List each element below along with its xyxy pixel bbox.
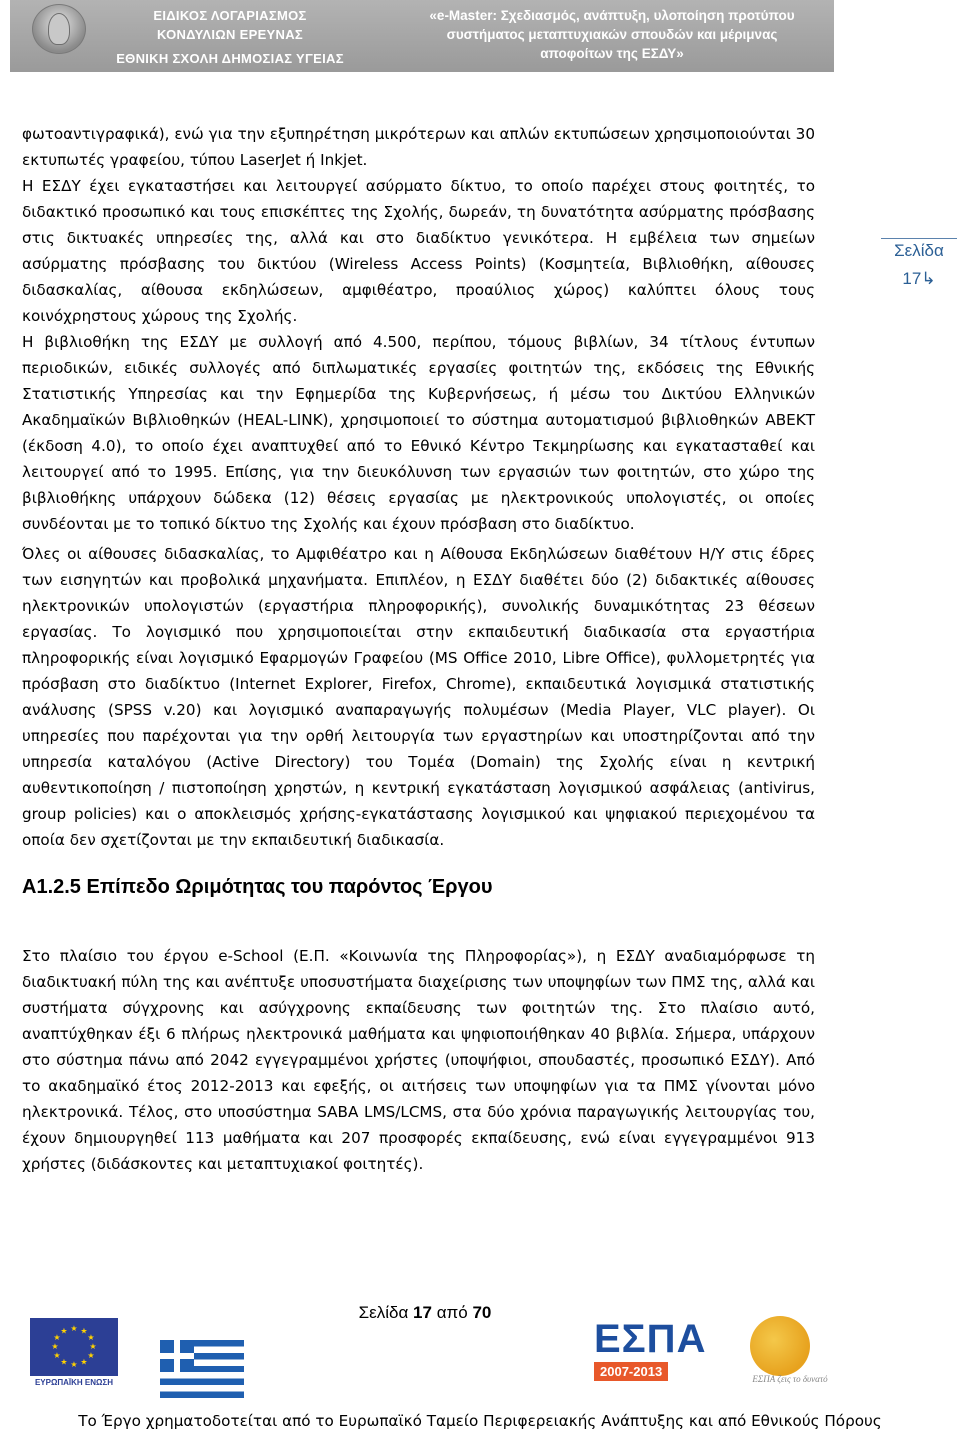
partner-logo (742, 1316, 838, 1400)
bust-icon (48, 13, 70, 45)
page-prefix: Σελίδα (358, 1303, 409, 1322)
side-page-number (881, 269, 957, 289)
flag-canton (160, 1340, 194, 1372)
side-page-number-value: 17 (902, 269, 922, 288)
eu-flag-icon (30, 1318, 118, 1376)
partner-text: ΕΣΠΑ ζεις το δυνατό (752, 1374, 828, 1384)
paragraph: Όλες οι αίθουσες διδασκαλίας, το Αμφιθέατρο και η Αίθουσα Εκδηλώσεων διαθέτουν Η/Υ στις έδρες των εισηγητών και προβολικά μηχανήματα. Επιπλέον, η ΕΣΔΥ διαθέτει δύο (2) διδακτικές αίθουσες ηλεκτρονικών υπολογιστών (εργαστήρια πληροφορικής), συνολικής δυναμικότητας 23 θέσεων εργασίας. Το λογισμικό που χρησιμοποιείται στην εκπαιδευτική διαδικασία στα εργαστήρια πληροφορικής είναι λογισμικό Εφαρμογών Γραφείου (MS Office 2010, Libre Office), φυλλομετρητές για πρόσβαση στο διαδίκτυο (Internet Explorer, Firefox, Chrome), εκπαιδευτικά λογισμικά στατιστικής ανάλυσης (SPSS v.20) και λογισμικό αναπαραγωγής πολυμέσων (Media Player, VLC player). Οι υπηρεσίες που παρέχονται για την ορθή λειτουργία των εργαστηρίων και υποστηρίζονται από την υπηρεσία καταλόγου (Active Directory) του Τομέα (Domain) της Σχολής είναι η κεντρική αυθεντικοποίηση / πιστοποίηση χρηστών, η κεντρική εγκατάσταση λογισμικού ασφάλειας (antivirus, group policies) και ο αποκλεισμός χρήσης-εγκατάστασης λογισμικού και ψηφιακού περιεχομένου τα οποία δεν σχετίζονται με την εκπαιδευτική διαδικασία. (22, 545, 815, 849)
espa-logo (594, 1317, 707, 1396)
header-project-title (390, 6, 834, 63)
paragraph: Η ΕΣΔΥ έχει εγκαταστήσει και λειτουργεί ασύρματο δίκτυο, το οποίο παρέχει στους φοιτητές, το διδακτικό προσωπικό και τους επισκέπτες της Σχολής, δωρεάν, τη δυνατότητα ασύρματης πρόσβασης στις δικτυακές υπηρεσίες της, αλλά και στο διαδίκτυο γενικότερα. Η εμβέλεια των σημείων ασύρματης πρόσβασης του δικτύου (Wireless Access Points) (Κοσμητεία, Βιβλιοθήκη, αίθουσες διδασκαλίας, αίθουσα εκδηλώσεων, αμφιθέατρο, προαύλιος χώρος) καλύπτει όλους τους κοινόχρηστους χώρους της Σχολής. (22, 177, 815, 325)
paragraph: φωτοαντιγραφικά), ενώ για την εξυπηρέτηση μικρότερων και απλών εκτυπώσεων χρησιμοποιούνται 30 εκτυπωτές γραφείου, τύπου LaserJet ή Inkjet. (22, 125, 815, 169)
svg-text:★: ★ (51, 1342, 59, 1351)
espa-word: ΕΣΠΑ (594, 1317, 707, 1361)
greek-flag-icon (160, 1340, 244, 1398)
header-banner (10, 0, 834, 72)
svg-text:★: ★ (87, 1351, 95, 1360)
arrow-icon: ↳ (921, 269, 936, 288)
header-left-line2: ΚΟΝΔΥΛΙΩΝ ΕΡΕΥΝΑΣ (156, 27, 303, 42)
header-right-line3: αποφοίτων της ΕΣΔΥ» (540, 46, 684, 61)
header-institution (100, 6, 360, 68)
partner-circle-icon (750, 1316, 810, 1376)
side-page-label: Σελίδα (894, 241, 944, 260)
side-rule (881, 238, 957, 239)
svg-text:★: ★ (53, 1351, 61, 1360)
section-heading: Α1.2.5 Επίπεδο Ωριμότητας του παρόντος Έργου (22, 876, 493, 898)
svg-text:★: ★ (70, 1360, 78, 1369)
page-current: 17 (413, 1303, 432, 1322)
header-left-line1: ΕΙΔΙΚΟΣ ΛΟΓΑΡΙΑΣΜΟΣ (153, 8, 307, 23)
svg-text:★: ★ (87, 1333, 95, 1342)
svg-text:★: ★ (53, 1333, 61, 1342)
funding-statement: Το Έργο χρηματοδοτείται από το Ευρωπαϊκό Ταμείο Περιφερειακής Ανάπτυξης και από Εθνικούς Πόρους (78, 1412, 882, 1430)
page-number (0, 1303, 850, 1323)
svg-text:★: ★ (80, 1357, 88, 1367)
side-page-marker (881, 238, 957, 289)
espa-years: 2007-2013 (594, 1362, 668, 1381)
svg-text:★: ★ (70, 1324, 78, 1333)
header-left-line3: ΕΘΝΙΚΗ ΣΧΟΛΗ ΔΗΜΟΣΙΑΣ ΥΓΕΙΑΣ (116, 51, 344, 66)
eu-caption: ΕΥΡΩΠΑΪΚΗ ΕΝΩΣΗ (34, 1378, 114, 1387)
header-right-line2: συστήματος μεταπτυχιακών σπουδών και μέριμνας (446, 27, 778, 42)
school-logo (32, 4, 86, 54)
header-right-line1: «e-Master: Σχεδιασμός, ανάπτυξη, υλοποίηση προτύπου (429, 8, 795, 23)
svg-text:★: ★ (89, 1342, 97, 1351)
document-body (22, 121, 815, 1177)
eu-logo (30, 1318, 118, 1392)
section-paragraph: Στο πλαίσιο του έργου e-School (Ε.Π. «Κοινωνία της Πληροφορίας»), η ΕΣΔΥ αναδιαμόρφωσε τη διαδικτυακή πύλη της και ανέπτυξε υποσυστήματα διαχείρισης των υποψηφίων των ΠΜΣ της, αλλά και συστήματα σύγχρονης και ασύγχρονης εκπαίδευσης των φοιτητών της. Στο πλαίσιο αυτό, αναπτύχθηκαν έξι 6 πλήρως ηλεκτρονικά μαθήματα και ψηφιοποιήθηκαν 40 βιβλία. Σήμερα, υπάρχουν στο σύστημα πάνω από 2042 εγγεγραμμένοι χρήστες (υποψήφιοι, σπουδαστές, προσωπικό ΕΣΔΥ). Από το ακαδημαϊκό έτος 2012-2013 και εφεξής, οι αιτήσεις των υποψηφίων για τα ΠΜΣ γίνονται μόνο ηλεκτρονικά. Τέλος, στο υποσύστημα SABA LMS/LCMS, στα δύο χρόνια παραγωγικής λειτουργίας του, έχουν δημιουργηθεί 113 μαθήματα και 207 προσφορές εκπαίδευσης, ενώ είναι εγγεγραμμένοι 913 χρήστες (διδάσκοντες και μεταπτυχιακοί φοιτητές). (22, 947, 815, 1173)
page-middle: από (436, 1303, 468, 1322)
svg-text:★: ★ (60, 1357, 68, 1367)
paragraph: Η βιβλιοθήκη της ΕΣΔΥ με συλλογή από 4.500, περίπου, τόμους βιβλίων, 34 τίτλους έντυπων περιοδικών, ειδικές συλλογές από διπλωματικές εργασίες φοιτητών της, εκδόσεις της Εθνικής Στατιστικής Υπηρεσίας και την Εφημερίδα της Κυβερνήσεως, ή μέσω του Δικτύου Ελληνικών Ακαδημαϊκών Βιβλιοθηκών (HEAL-LINK), χρησιμοποιεί το σύστημα αυτοματισμού βιβλιοθηκών ΑΒΕΚΤ (έκδοση 4.0), το οποίο έχει αναπτυχθεί από το Εθνικό Κέντρο Τεκμηρίωσης και εγκατασταθεί και λειτουργεί από το 1995. Επίσης, για την διευκόλυνση των εργασιών των φοιτητών, στο χώρο της βιβλιοθήκης υπάρχουν δώδεκα (12) θέσεις εργασίας με ηλεκτρονικούς υπολογιστές, οι οποίες συνδέονται με το τοπικό δίκτυο της Σχολής και έχουν πρόσβαση στο διαδίκτυο. (22, 333, 815, 533)
svg-text:★: ★ (60, 1326, 68, 1336)
svg-text:★: ★ (80, 1326, 88, 1336)
page-total: 70 (472, 1303, 492, 1322)
